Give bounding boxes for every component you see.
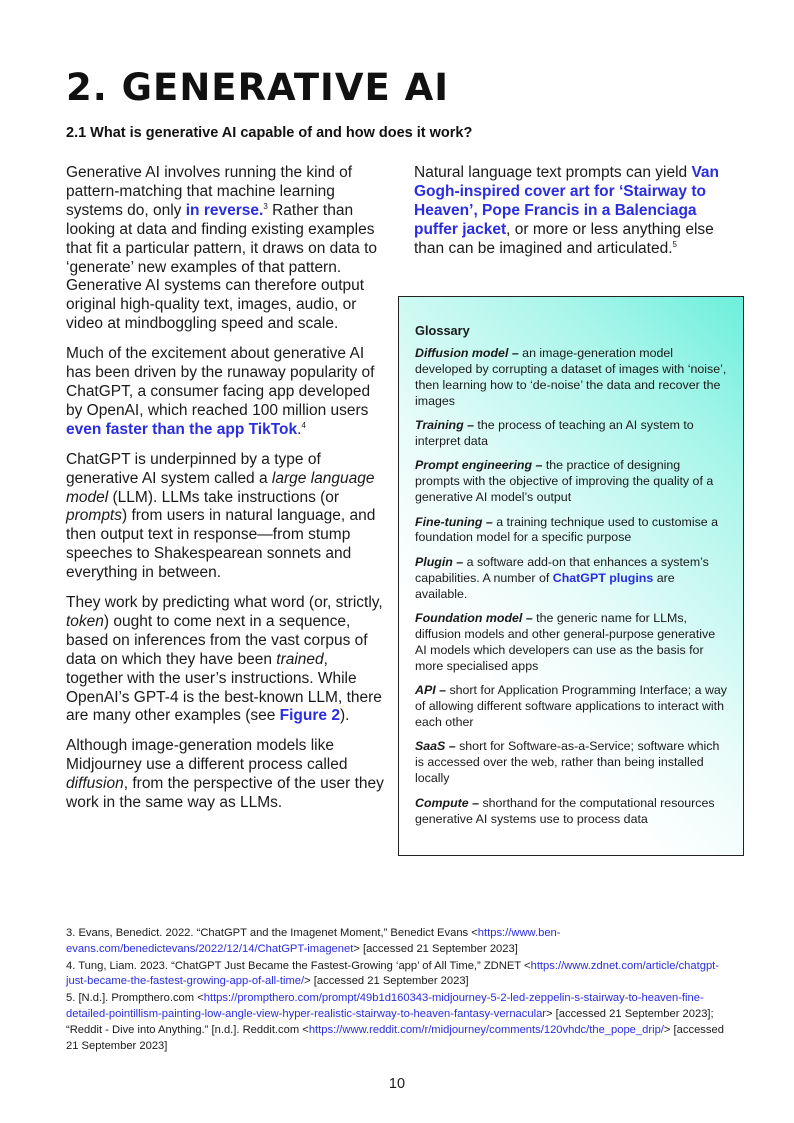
paragraph-3: ChatGPT is underpinned by a type of generative AI system called a large language model (LLM). LLMs take instructions (or prompts) from users in natural language, and then output text in response—from stump speeches to Shakespearean sonnets and everything in between. <box>66 450 376 582</box>
glossary-entry: API – short for Application Programming Interface; a way of allowing different software applications to interact with each other <box>415 683 727 730</box>
glossary-entry: Training – the process of teaching an AI system to interpret data <box>415 418 694 448</box>
glossary-entry: Plugin – a software add-on that enhances a system’s capabilities. A number of ChatGPT plugins are available. <box>415 554 709 601</box>
paragraph-5: Although image-generation models like Midjourney use a different process called diffusion, from the perspective of the user they work in the same way as LLMs. <box>66 737 384 812</box>
footnote-5-url-prompthero[interactable]: https://prompthero.com/prompt/49b1d160343-midjourney-5-2-led-zeppelin-s-stairway-to-heaven-fine-detailed-pointillism-painting-low-angle-view-hyper-realistic-stairway-to-heaven-fantasy-vernacular <box>66 992 704 1020</box>
footnote-ref-5[interactable]: 5 <box>672 239 677 249</box>
paragraph-2: Much of the excitement about generative AI has been driven by the runaway popularity of ChatGPT, a consumer facing app developed by OpenAI, which reached 100 million users even faster than the app TikTok.$^4$ <box>66 345 375 438</box>
tiktok-link[interactable]: even faster than the app TikTok <box>66 420 298 438</box>
footnote-3: 3. Evans, Benedict. 2022. “ChatGPT and the Imagenet Moment,” Benedict Evans <https://www.ben-evans.com/benedictevans/2022/12/14/ChatGPT-imagenet> [accessed 21 September 2023] <box>66 927 561 955</box>
page-number: 10 <box>388 1076 406 1092</box>
glossary-entry: SaaS – short for Software-as-a-Service; software which is accessed over the web, rather than being installed locally <box>415 739 720 786</box>
footnote-5: 5. [N.d.]. Prompthero.com <https://prompthero.com/prompt/49b1d160343-midjourney-5-2-led-zeppelin-s-stairway-to-heaven-fine-detailed-pointillism-painting-low-angle-view-hyper-realistic-stairway-to-heaven-fantasy-vernacular> [accessed 21 September 2023]; “Reddit - Dive into Anything.” [n.d.]. Reddit.com <https://www.reddit.com/r/midjourney/comments/120vhdc/the_pope_drip/> [accessed 21 September 2023] <box>66 992 724 1052</box>
footnote-5-url-reddit[interactable]: https://www.reddit.com/r/midjourney/comments/120vhdc/the_pope_drip/ <box>308 1023 664 1036</box>
glossary-entry: Fine-tuning – a training technique used to customise a foundation model for a specific purpose <box>415 514 719 545</box>
glossary-entry: Foundation model – the generic name for LLMs, diffusion models and other general-purpose generative AI models which developers can use as the basis for more specialised apps <box>415 611 716 673</box>
figure-2-link[interactable]: Figure 2 <box>279 707 340 725</box>
glossary-entry: Diffusion model – an image-generation model developed by corrupting a dataset of images with ‘noise’, then learning how to ‘de-noise’ the data and recover the images <box>415 345 727 408</box>
paragraph-4: They work by predicting what word (or, strictly, token) ought to come next in a sequence, based on inferences from the vast corpus of data on which they have been trained, together with the user’s instructions. While OpenAI’s GPT-4 is the best-known LLM, there are many other examples (see Figure 2). <box>66 594 383 725</box>
right-column-intro <box>414 164 732 259</box>
chatgpt-plugins-link[interactable]: ChatGPT plugins <box>552 570 654 585</box>
left-column <box>66 164 384 824</box>
subsection-heading: 2.1 What is generative AI capable of and how does it work? <box>66 125 473 141</box>
examples-link[interactable]: Van Gogh-inspired cover art for ‘Stairway to Heaven’, Pope Francis in a Balenciaga puffer jacket <box>414 164 720 238</box>
footnote-4-url[interactable]: https://www.zdnet.com/article/chatgpt-just-became-the-fastest-growing-app-of-all-time/ <box>66 959 719 988</box>
glossary-title: Glossary <box>415 323 470 338</box>
glossary-entry: Prompt engineering – the practice of designing prompts with the objective of improving the quality of a generative AI model’s output <box>415 458 714 505</box>
paragraph-1: Generative AI involves running the kind of pattern-matching that machine learning systems do, only in reverse.$^3$ Rather than looking at data and finding existing examples that fit a particular pattern, it draws on data to ‘generate’ new examples of that pattern. Generative AI systems can therefore output original high-quality text, images, audio, or video at mindboggling speed and scale. <box>66 164 378 333</box>
footnote-4: 4. Tung, Liam. 2023. “ChatGPT Just Became the Fastest-Growing ‘app’ of All Time,” ZDNET <https://www.zdnet.com/article/chatgpt-just-became-the-fastest-growing-app-of-all-time/> [accessed 21 September 2023] <box>66 959 719 988</box>
glossary-box <box>398 296 744 856</box>
section-heading: 2. GENERATIVE AI <box>66 66 450 109</box>
glossary-entry: Compute – shorthand for the computational resources generative AI systems use to process data <box>415 795 715 826</box>
paragraph-prompts: Natural language text prompts can yield Van Gogh-inspired cover art for ‘Stairway to Heaven’, Pope Francis in a Balenciaga puffer jacket, or more or less anything else than can be imagined and articulated.$^5$ <box>414 164 720 257</box>
in-reverse-link[interactable]: in reverse. <box>185 201 264 219</box>
footnotes <box>66 926 736 1055</box>
footnote-ref-3[interactable]: 3 <box>263 201 268 211</box>
footnote-3-url[interactable]: https://www.ben-evans.com/benedictevans/2022/12/14/ChatGPT-imagenet <box>66 927 561 955</box>
footnote-ref-4[interactable]: 4 <box>301 420 306 430</box>
